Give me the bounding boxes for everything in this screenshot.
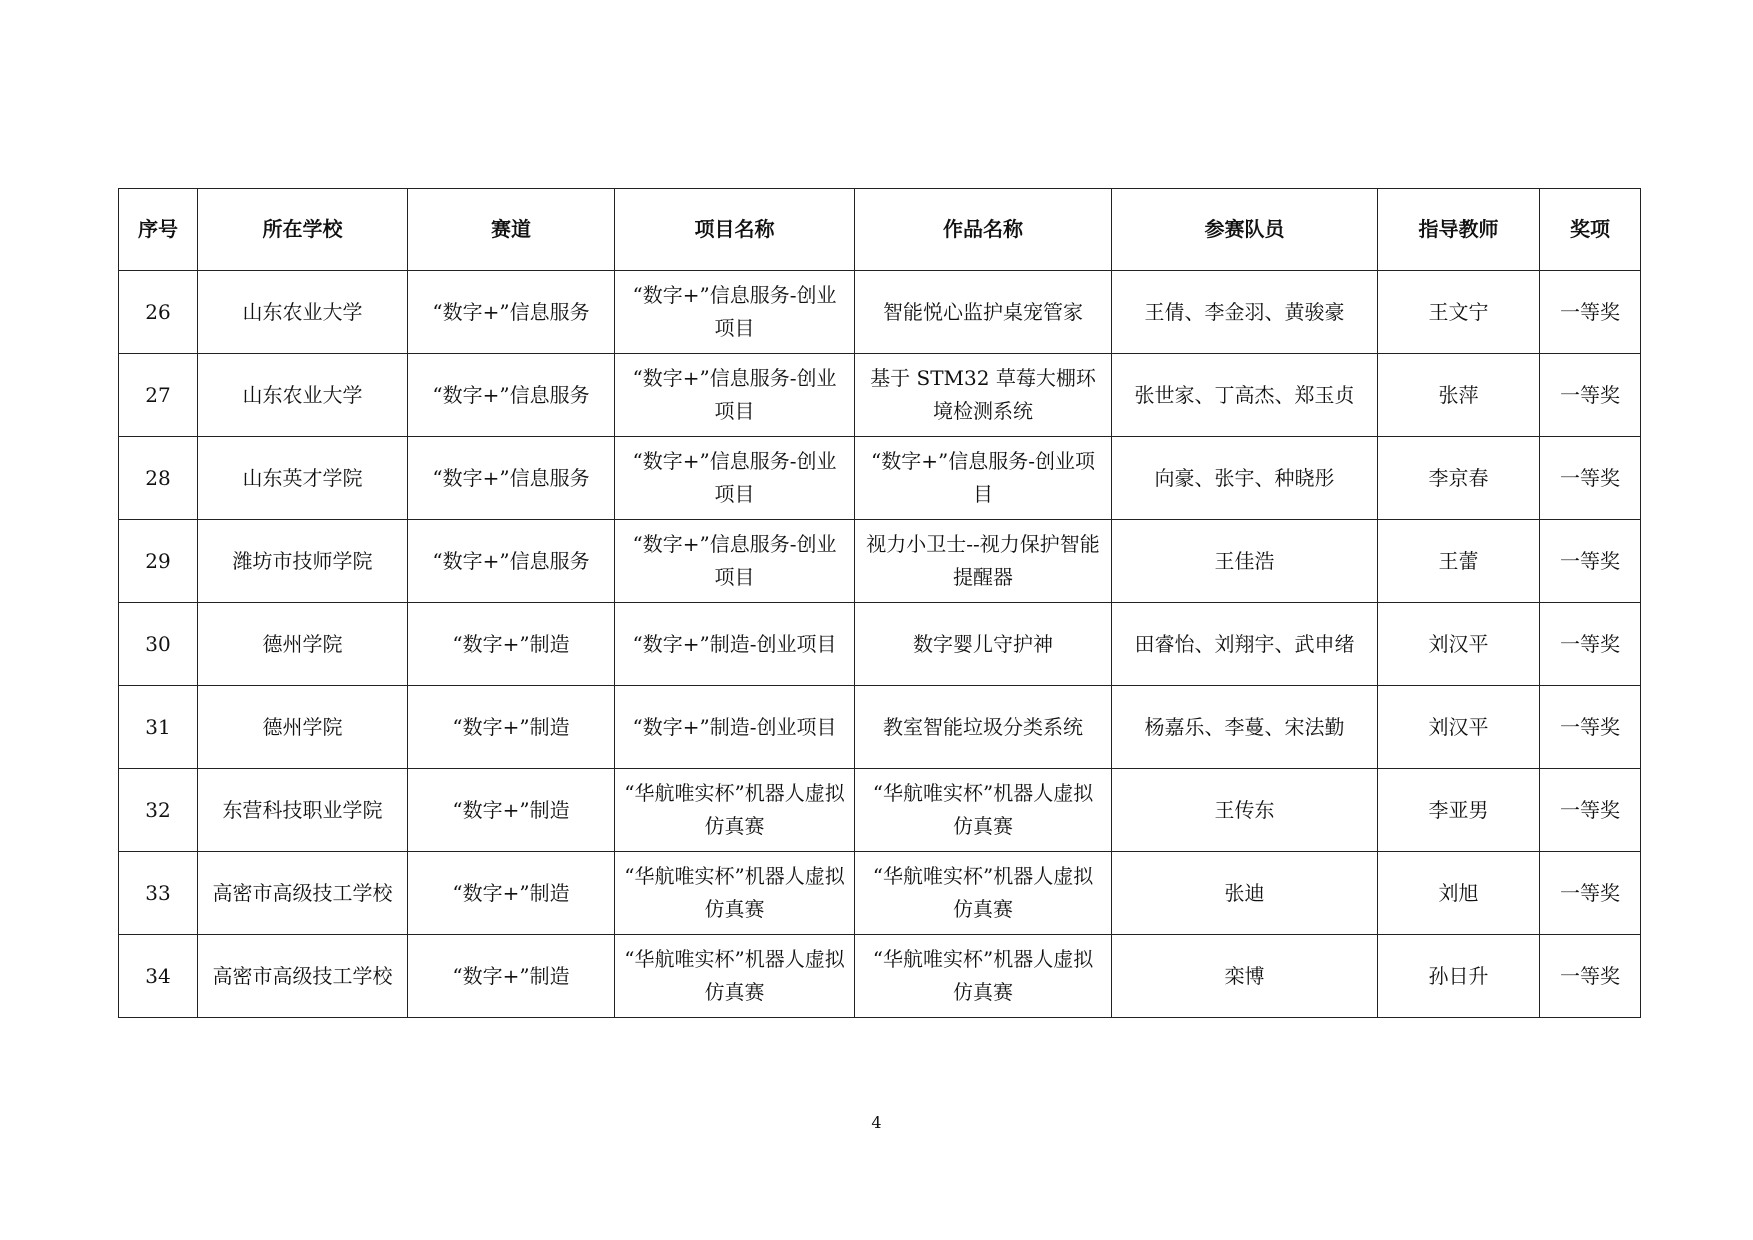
cell-school: 山东英才学院 [198,437,408,520]
cell-award: 一等奖 [1540,935,1641,1018]
table-header [119,189,1641,271]
cell-members: 向豪、张宇、种晓彤 [1112,437,1378,520]
cell-members: 杨嘉乐、李蔓、宋法勤 [1112,686,1378,769]
header-school: 所在学校 [198,189,408,271]
table-body [119,271,1641,1018]
cell-school: 高密市高级技工学校 [198,935,408,1018]
table-row [119,520,1641,603]
award-table [118,188,1641,1018]
cell-award: 一等奖 [1540,520,1641,603]
cell-advisor: 孙日升 [1378,935,1540,1018]
cell-award: 一等奖 [1540,437,1641,520]
header-track: 赛道 [408,189,615,271]
cell-school: 东营科技职业学院 [198,769,408,852]
cell-project: “华航唯实杯”机器人虚拟仿真赛 [615,769,855,852]
cell-award: 一等奖 [1540,686,1641,769]
cell-project: “数字+”制造-创业项目 [615,686,855,769]
cell-track: “数字+”制造 [408,935,615,1018]
cell-advisor: 王文宁 [1378,271,1540,354]
cell-track: “数字+”信息服务 [408,437,615,520]
cell-work: 智能悦心监护桌宠管家 [855,271,1112,354]
table-row [119,769,1641,852]
cell-track: “数字+”信息服务 [408,354,615,437]
header-project: 项目名称 [615,189,855,271]
cell-members: 王传东 [1112,769,1378,852]
cell-award: 一等奖 [1540,603,1641,686]
cell-school: 潍坊市技师学院 [198,520,408,603]
cell-advisor: 刘汉平 [1378,603,1540,686]
cell-index: 31 [119,686,198,769]
cell-index: 33 [119,852,198,935]
cell-school: 德州学院 [198,686,408,769]
cell-project: “华航唯实杯”机器人虚拟仿真赛 [615,852,855,935]
header-index: 序号 [119,189,198,271]
cell-index: 28 [119,437,198,520]
header-members: 参赛队员 [1112,189,1378,271]
cell-track: “数字+”制造 [408,603,615,686]
cell-track: “数字+”制造 [408,852,615,935]
cell-school: 山东农业大学 [198,271,408,354]
cell-project: “数字+”信息服务-创业项目 [615,520,855,603]
cell-members: 田睿怡、刘翔宇、武申绪 [1112,603,1378,686]
cell-advisor: 李亚男 [1378,769,1540,852]
cell-work: “华航唯实杯”机器人虚拟仿真赛 [855,852,1112,935]
cell-award: 一等奖 [1540,354,1641,437]
page-number: 4 [871,1113,882,1132]
cell-track: “数字+”信息服务 [408,520,615,603]
cell-members: 王倩、李金羽、黄骏豪 [1112,271,1378,354]
cell-work: 数字婴儿守护神 [855,603,1112,686]
header-work: 作品名称 [855,189,1112,271]
cell-index: 29 [119,520,198,603]
cell-project: “数字+”制造-创业项目 [615,603,855,686]
cell-award: 一等奖 [1540,769,1641,852]
cell-track: “数字+”制造 [408,769,615,852]
cell-members: 栾博 [1112,935,1378,1018]
cell-index: 27 [119,354,198,437]
cell-work: 视力小卫士--视力保护智能提醒器 [855,520,1112,603]
header-advisor: 指导教师 [1378,189,1540,271]
cell-index: 26 [119,271,198,354]
table-row [119,271,1641,354]
table-row [119,935,1641,1018]
cell-advisor: 王蕾 [1378,520,1540,603]
cell-school: 高密市高级技工学校 [198,852,408,935]
cell-advisor: 张萍 [1378,354,1540,437]
cell-index: 32 [119,769,198,852]
cell-advisor: 刘汉平 [1378,686,1540,769]
cell-advisor: 刘旭 [1378,852,1540,935]
cell-project: “数字+”信息服务-创业项目 [615,437,855,520]
cell-work: “数字+”信息服务-创业项目 [855,437,1112,520]
cell-index: 34 [119,935,198,1018]
cell-project: “数字+”信息服务-创业项目 [615,354,855,437]
cell-school: 山东农业大学 [198,354,408,437]
cell-members: 张迪 [1112,852,1378,935]
cell-award: 一等奖 [1540,852,1641,935]
table-row [119,852,1641,935]
cell-project: “华航唯实杯”机器人虚拟仿真赛 [615,935,855,1018]
cell-work: 教室智能垃圾分类系统 [855,686,1112,769]
cell-members: 王佳浩 [1112,520,1378,603]
cell-members: 张世家、丁高杰、郑玉贞 [1112,354,1378,437]
cell-track: “数字+”制造 [408,686,615,769]
cell-project: “数字+”信息服务-创业项目 [615,271,855,354]
cell-work: “华航唯实杯”机器人虚拟仿真赛 [855,769,1112,852]
table-row [119,686,1641,769]
table-row [119,354,1641,437]
table-row [119,603,1641,686]
header-row [119,189,1641,271]
cell-award: 一等奖 [1540,271,1641,354]
cell-index: 30 [119,603,198,686]
table-row [119,437,1641,520]
cell-work: 基于 STM32 草莓大棚环境检测系统 [855,354,1112,437]
header-award: 奖项 [1540,189,1641,271]
cell-work: “华航唯实杯”机器人虚拟仿真赛 [855,935,1112,1018]
cell-school: 德州学院 [198,603,408,686]
cell-track: “数字+”信息服务 [408,271,615,354]
cell-advisor: 李京春 [1378,437,1540,520]
